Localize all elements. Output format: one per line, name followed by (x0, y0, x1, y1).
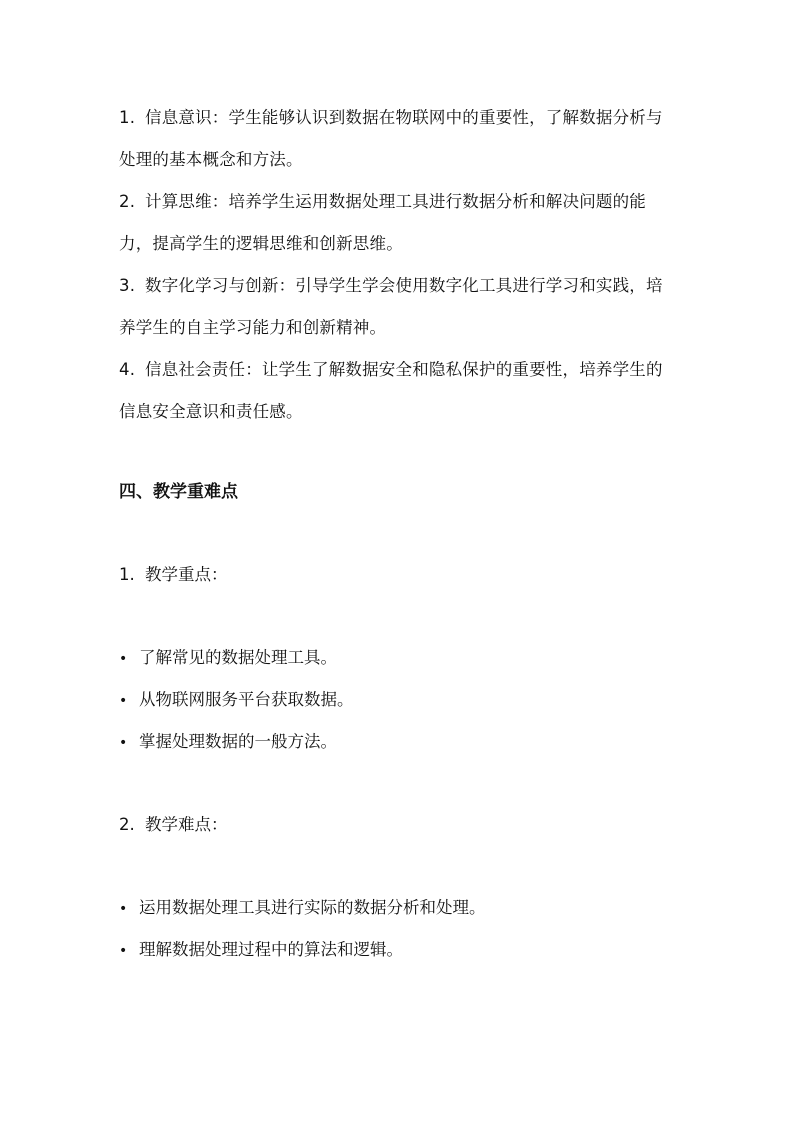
key-point-text: 掌握处理数据的一般方法。 (139, 732, 337, 751)
difficult-point-text: 运用数据处理工具进行实际的数据分析和处理。 (139, 898, 486, 917)
objective-item-3 (119, 265, 679, 349)
objective-number: 1. (119, 108, 136, 127)
objective-text: 数字化学习与创新：引导学生学会使用数字化工具进行学习和实践，培养学生的自主学习能力和创新精神。 (119, 276, 663, 337)
bullet-icon: • (119, 943, 128, 959)
difficult-points-number: 2. (119, 815, 135, 834)
objective-number: 4. (119, 360, 136, 379)
difficult-point-item (119, 896, 486, 921)
key-point-item (119, 688, 354, 713)
difficult-point-item (119, 938, 403, 963)
objective-item-4 (119, 349, 679, 433)
objective-item-1 (119, 97, 679, 181)
objective-text: 信息社会责任：让学生了解数据安全和隐私保护的重要性，培养学生的信息安全意识和责任感。 (119, 360, 663, 421)
objective-text: 计算思维：培养学生运用数据处理工具进行数据分析和解决问题的能力，提高学生的逻辑思维和创新思维。 (119, 192, 646, 253)
key-points-number: 1. (119, 565, 135, 584)
bullet-icon: • (119, 651, 128, 667)
key-point-item (119, 646, 337, 671)
objective-number: 2. (119, 192, 136, 211)
key-point-item (119, 730, 337, 755)
objective-text: 信息意识：学生能够认识到数据在物联网中的重要性，了解数据分析与处理的基本概念和方法。 (119, 108, 663, 169)
objective-item-2 (119, 181, 679, 265)
bullet-icon: • (119, 735, 128, 751)
key-point-text: 了解常见的数据处理工具。 (139, 648, 337, 667)
bullet-icon: • (119, 693, 128, 709)
key-points-title (119, 563, 228, 587)
bullet-icon: • (119, 901, 128, 917)
difficult-points-title (119, 813, 228, 837)
difficult-point-text: 理解数据处理过程中的算法和逻辑。 (139, 940, 403, 959)
section-heading: 四、教学重难点 (119, 482, 238, 502)
difficult-points-label: 教学难点： (145, 815, 228, 834)
key-points-label: 教学重点： (145, 565, 228, 584)
key-point-text: 从物联网服务平台获取数据。 (139, 690, 354, 709)
objective-number: 3. (119, 276, 136, 295)
